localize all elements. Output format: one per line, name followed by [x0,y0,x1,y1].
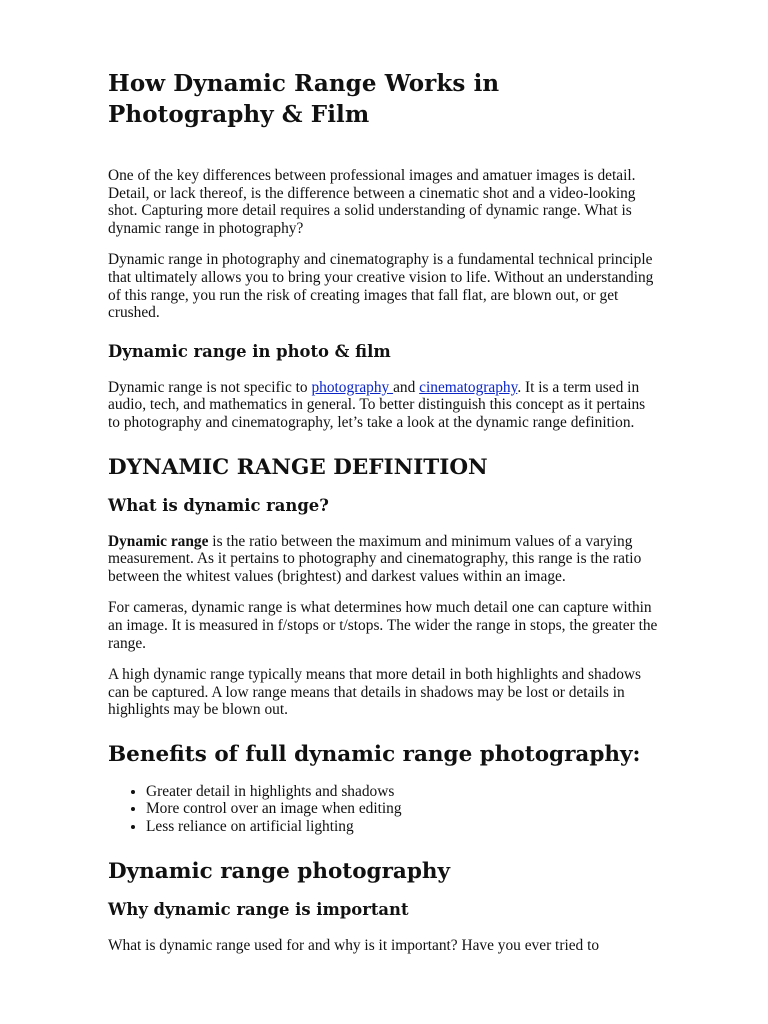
subheading-why-important: Why dynamic range is important [108,899,409,919]
photography-link[interactable]: photography [311,378,394,396]
intro-paragraph-1: One of the key differences between professional images and amatuer images is detail. Detail, or lack thereof, is the difference between a cinematic shot and a video-looking shot. Capturing more detail requires a solid understanding of dynamic range. What is dynamic range in photography? [108,167,636,237]
subheading-what-is: What is dynamic range? [108,495,329,515]
intro-paragraph-2: Dynamic range in photography and cinematography is a fundamental technical principle that ultimately allows you to bring your creative vision to life. Without an understanding of this range, you run the risk of creating images that fall flat, are blown out, or get crushed. [108,251,654,322]
section-paragraph-photo-film [108,379,660,432]
definition-paragraph-1 [108,533,660,586]
section-heading-photo-film: Dynamic range in photo & film [108,341,391,361]
text-span: and [393,378,420,396]
text-span: . It is a term used in audio, tech, and mathematics in general. To better distinguish this concept as it pertains to photography and cinematography, let’s take a look at the dynamic range definition. [108,378,646,431]
section-heading-benefits: Benefits of full dynamic range photography: [108,741,641,767]
document-page [108,68,660,968]
text-span: is the ratio between the maximum and minimum values of a varying measurement. As it pertains to photography and cinematography, this range is the ratio between the whitest values (brightest) and darkest values within an image. [108,532,642,585]
text-span: Dynamic range is not specific to [108,378,312,396]
list-item: • More control over an image when editing [146,800,660,818]
definition-paragraph-3: A high dynamic range typically means that more detail in both highlights and shadows can be captured. A low range means that details in shadows may be lost or details in highlights may be blown out. [108,666,642,719]
section-heading-dynamic-range-photography: Dynamic range photography [108,858,451,884]
bold-term: Dynamic range [108,532,209,550]
importance-paragraph-1: What is dynamic range used for and why is it important? Have you ever tried to [108,936,600,954]
definition-paragraph-2: For cameras, dynamic range is what determines how much detail one can capture within an image. It is measured in f/stops or t/stops. The wider the range in stops, the greater the range. [108,599,658,652]
list-item: • Greater detail in highlights and shadows [146,783,660,801]
benefits-list [108,783,660,836]
section-heading-definition: DYNAMIC RANGE DEFINITION [108,454,488,480]
cinematography-link[interactable]: cinematography [419,378,518,396]
list-item: • Less reliance on artificial lighting [146,818,660,836]
page-title: How Dynamic Range Works in Photography & Film [108,70,500,128]
